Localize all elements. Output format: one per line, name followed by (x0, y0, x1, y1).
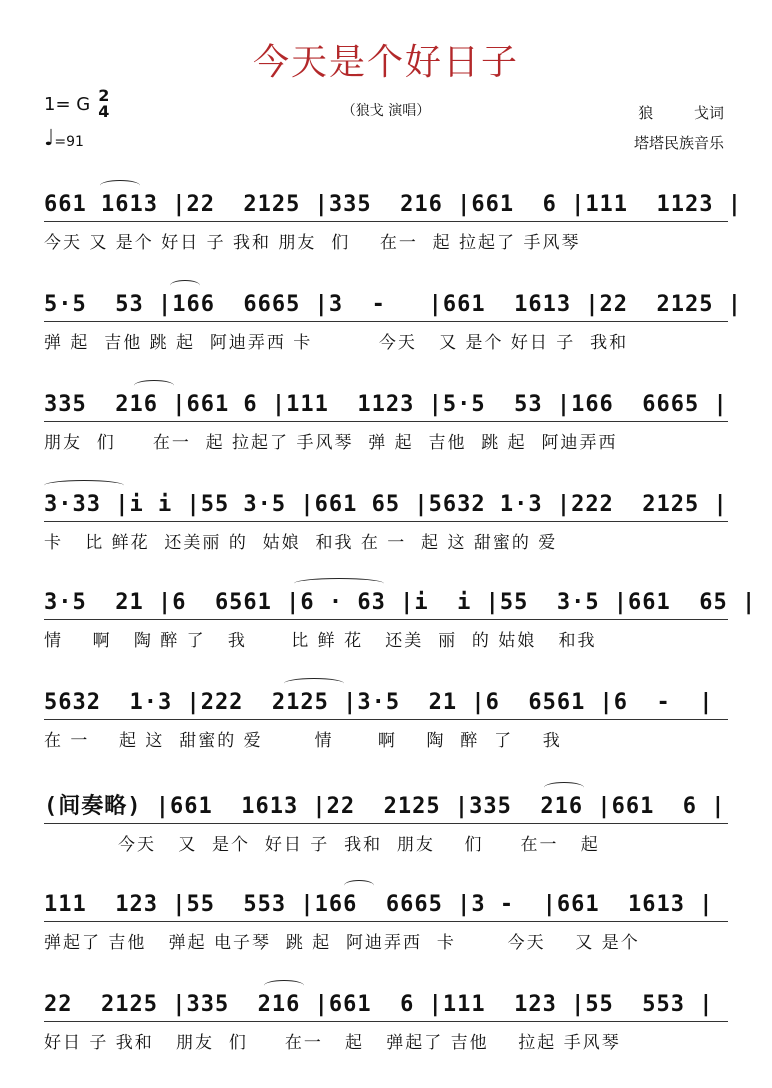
score-row (44, 872, 728, 962)
notation-line: 22 2125 |335 216 |661 6 |111 123 |55 553 | (44, 990, 728, 1020)
score-row (44, 372, 728, 462)
lyric-line: 好日 子 我和 朋友 们 在一 起 弹起了 吉他 拉起 手风琴 (44, 1033, 621, 1053)
lyric-line: 卡 比 鲜花 还美丽 的 姑娘 和我 在 一 起 这 甜蜜的 爱 (44, 533, 558, 553)
tempo-marking (44, 128, 84, 150)
notation-line: 661 1613 |22 2125 |335 216 |661 6 |111 1123 | (44, 190, 728, 220)
quarter-note-icon: ♩ (44, 126, 55, 151)
score-row (44, 670, 728, 760)
singer-credit: （狼戈 演唱） (341, 103, 431, 119)
notation-line: 3·33 |i i |55 3·5 |661 65 |5632 1·3 |222 2125 | (44, 490, 728, 520)
tempo-value: =91 (54, 134, 84, 150)
notation-line: (间奏略) |661 1613 |22 2125 |335 216 |661 6 | (44, 792, 728, 822)
score-row (44, 272, 743, 362)
lyric-line: 弹起了 吉他 弹起 电子琴 跳 起 阿迪弄西 卡 今天 又 是个 (44, 933, 640, 953)
notation-line: 5·5 53 |166 6665 |3 - |661 1613 |22 2125 | (44, 290, 728, 320)
lyric-line: 弹 起 吉他 跳 起 阿迪弄西 卡 今天 又 是个 好日 子 我和 (44, 333, 629, 353)
score-row (44, 172, 743, 262)
lyric-line: 朋友 们 在一 起 拉起了 手风琴 弹 起 吉他 跳 起 阿迪弄西 (44, 433, 618, 453)
notation-line: 5632 1·3 |222 2125 |3·5 21 |6 6561 |6 - | (44, 688, 728, 718)
score-row (44, 472, 728, 562)
lyric-line: 情 啊 陶 醉 了 我 比 鲜 花 还美 丽 的 姑娘 和我 (44, 631, 597, 651)
song-title: 今天是个好日子 (252, 42, 519, 83)
score-row (44, 570, 757, 660)
score-row (44, 774, 728, 864)
score-row (44, 972, 728, 1062)
lyricist-credit: 狼 戈词 (638, 104, 724, 122)
lyric-line: 今天 又 是个 好日 子 我和 朋友 们 在一 起 (44, 835, 600, 855)
credits (634, 98, 724, 158)
lyric-line: 今天 又 是个 好日 子 我和 朋友 们 在一 起 拉起了 手风琴 (44, 233, 581, 253)
notation-line: 3·5 21 |6 6561 |6 · 63 |i i |55 3·5 |661 65 | (44, 588, 728, 618)
time-signature-top: 2 (98, 86, 110, 105)
key-label: 1= G (44, 93, 91, 115)
notation-line: 335 216 |661 6 |111 1123 |5·5 53 |166 6665 | (44, 390, 728, 420)
notation-line: 111 123 |55 553 |166 6665 |3 - |661 1613 | (44, 890, 728, 920)
lyric-line: 在 一 起 这 甜蜜的 爱 情 啊 陶 醉 了 我 (44, 731, 562, 751)
time-signature-bottom: 4 (98, 102, 110, 121)
composer-credit: 塔塔民族音乐 (633, 134, 724, 152)
